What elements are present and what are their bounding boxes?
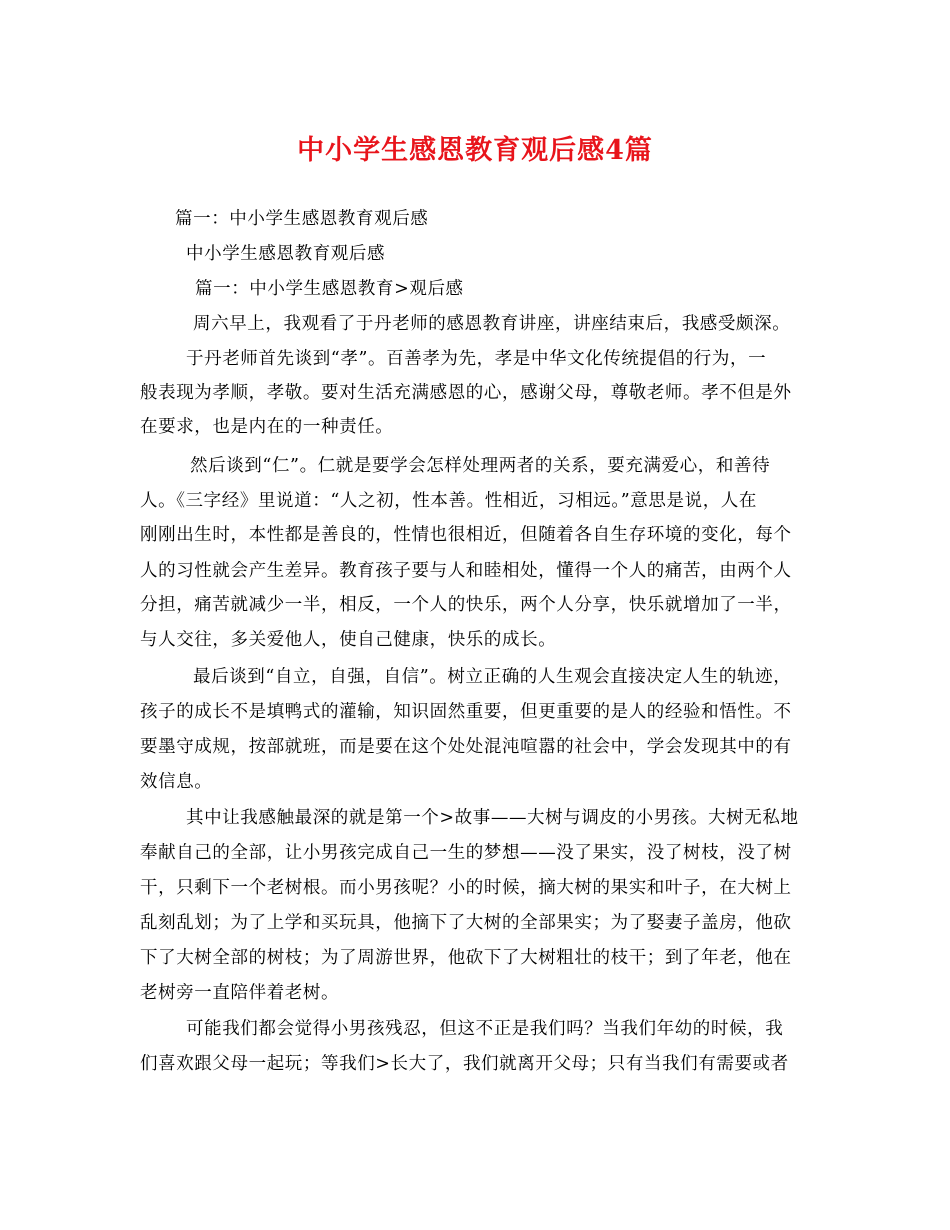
- text-line: 下了大树全部的树枝；为了周游世界，他砍下了大树粗壮的枝干；到了年老，他在: [140, 948, 792, 968]
- text-line: 篇一：中小学生感恩教育观后感: [175, 209, 429, 229]
- document-title: 中小学生感恩教育观后感4篇: [297, 135, 653, 166]
- text-line: 干，只剩下一个老树根。而小男孩呢？小的时候，摘大树的果实和叶子，在大树上: [140, 878, 792, 898]
- text-line: 篇一：中小学生感恩教育>观后感: [195, 279, 464, 299]
- text-line: 在要求，也是内在的一种责任。: [140, 417, 394, 437]
- text-line: 可能我们都会觉得小男孩残忍，但这不正是我们吗？当我们年幼的时候，我: [186, 1019, 784, 1039]
- text-line: 于丹老师首先谈到“孝”。百善孝为先，孝是中华文化传统提倡的行为，一: [186, 349, 767, 369]
- text-line: 刚刚出生时，本性都是善良的，性情也很相近，但随着各自生存环境的变化，每个: [140, 525, 792, 545]
- text-line: 们喜欢跟父母一起玩；等我们>长大了，我们就离开父母；只有当我们有需要或者: [140, 1054, 789, 1074]
- text-line: 孩子的成长不是填鸭式的灌输，知识固然重要，但更重要的是人的经验和悟性。不: [140, 702, 792, 722]
- text-line: 然后谈到“仁”。仁就是要学会怎样处理两者的关系，要充满爱心，和善待: [190, 456, 771, 476]
- text-line: 乱刻乱划；为了上学和买玩具，他摘下了大树的全部果实；为了娶妻子盖房，他砍: [140, 913, 792, 933]
- text-line: 人的习性就会产生差异。教育孩子要与人和睦相处，懂得一个人的痛苦，由两个人: [140, 561, 792, 581]
- text-line: 分担，痛苦就减少一半，相反，一个人的快乐，两个人分享，快乐就增加了一半，: [140, 595, 792, 615]
- text-line: 般表现为孝顺，孝敬。要对生活充满感恩的心，感谢父母，尊敬老师。孝不但是外: [140, 383, 792, 403]
- text-line: 其中让我感触最深的就是第一个>故事——大树与调皮的小男孩。大树无私地: [186, 808, 799, 828]
- text-line: 奉献自己的全部，让小男孩完成自己一生的梦想——没了果实，没了树枝，没了树: [140, 843, 792, 863]
- text-line: 周六早上，我观看了于丹老师的感恩教育讲座，讲座结束后，我感受颇深。: [193, 314, 791, 334]
- text-line: 最后谈到“自立，自强，自信”。树立正确的人生观会直接决定人生的轨迹，: [193, 667, 792, 687]
- text-line: 要墨守成规，按部就班，而是要在这个处处混沌喧嚣的社会中，学会发现其中的有: [140, 737, 792, 757]
- text-line: 人。《三字经》里说道：“人之初，性本善。性相近，习相远。”意思是说，人在: [140, 491, 757, 511]
- text-line: 与人交往，多关爱他人，使自己健康，快乐的成长。: [140, 630, 557, 650]
- text-line: 中小学生感恩教育观后感: [186, 244, 386, 264]
- text-line: 老树旁一直陪伴着老树。: [140, 983, 340, 1003]
- text-line: 效信息。: [140, 772, 213, 792]
